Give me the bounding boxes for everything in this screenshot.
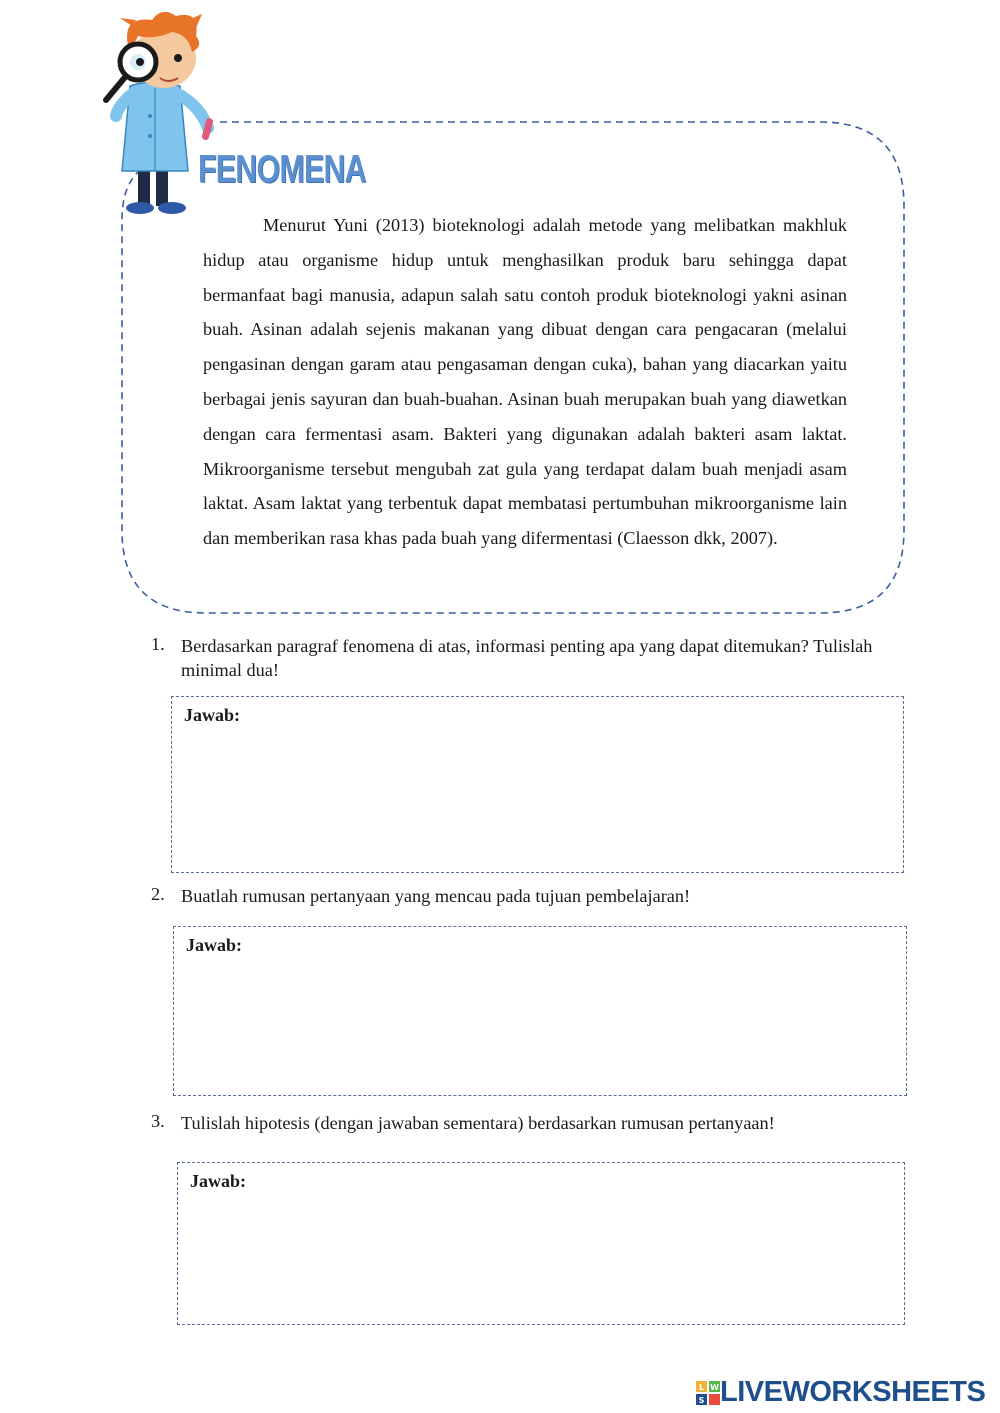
svg-text:W: W	[710, 1383, 719, 1392]
svg-text:S: S	[698, 1396, 705, 1405]
answer-label-2: Jawab:	[186, 935, 243, 955]
svg-text:L: L	[698, 1383, 705, 1392]
question-1-number: 1.	[151, 634, 165, 654]
question-3-number: 3.	[151, 1111, 165, 1131]
answer-label-3: Jawab:	[190, 1171, 247, 1191]
fenomena-title: FENOMENA	[198, 148, 366, 191]
liveworksheets-logo-text: LIVEWORKSHEETS	[720, 1376, 986, 1408]
question-3-text: Tulislah hipotesis (dengan jawaban sementara) berdasarkan rumusan pertanyaan!	[181, 1113, 775, 1133]
answer-box-2[interactable]	[173, 926, 907, 1096]
answer-box-3[interactable]	[177, 1162, 905, 1325]
answer-label-1: Jawab:	[184, 705, 241, 725]
liveworksheets-mark-icon	[696, 1381, 720, 1405]
question-2-text: Buatlah rumusan pertanyaan yang mencau pada tujuan pembelajaran!	[181, 886, 691, 906]
fenomena-paragraph: Menurut Yuni (2013) bioteknologi adalah metode yang melibatkan makhluk hidup atau organisme hidup untuk menghasilkan produk baru sehingga dapat bermanfaat bagi manusia, adapun salah satu contoh produk bioteknologi yakni asinan buah. Asinan adalah sejenis makanan yang dibuat dengan cara pengacaran (melalui pengasinan dengan garam atau pengasaman dengan cuka), bahan yang diacarkan yaitu berbagai jenis sayuran dan buah-buahan. Asinan buah merupakan buah yang diawetkan dengan cara fermentasi asam. Bakteri yang digunakan adalah bakteri asam laktat. Mikroorganisme tersebut mengubah zat gula yang terdapat dalam buah menjadi asam laktat. Asam laktat yang terbentuk dapat membatasi pertumbuhan mikroorganisme lain dan memberikan rasa khas pada buah yang difermentasi (Claesson dkk, 2007).	[203, 215, 847, 549]
answer-box-1[interactable]	[171, 696, 904, 873]
question-2-number: 2.	[151, 884, 165, 904]
question-1-text: Berdasarkan paragraf fenomena di atas, informasi penting apa yang dapat ditemukan? Tulislah minimal dua!	[181, 636, 873, 680]
